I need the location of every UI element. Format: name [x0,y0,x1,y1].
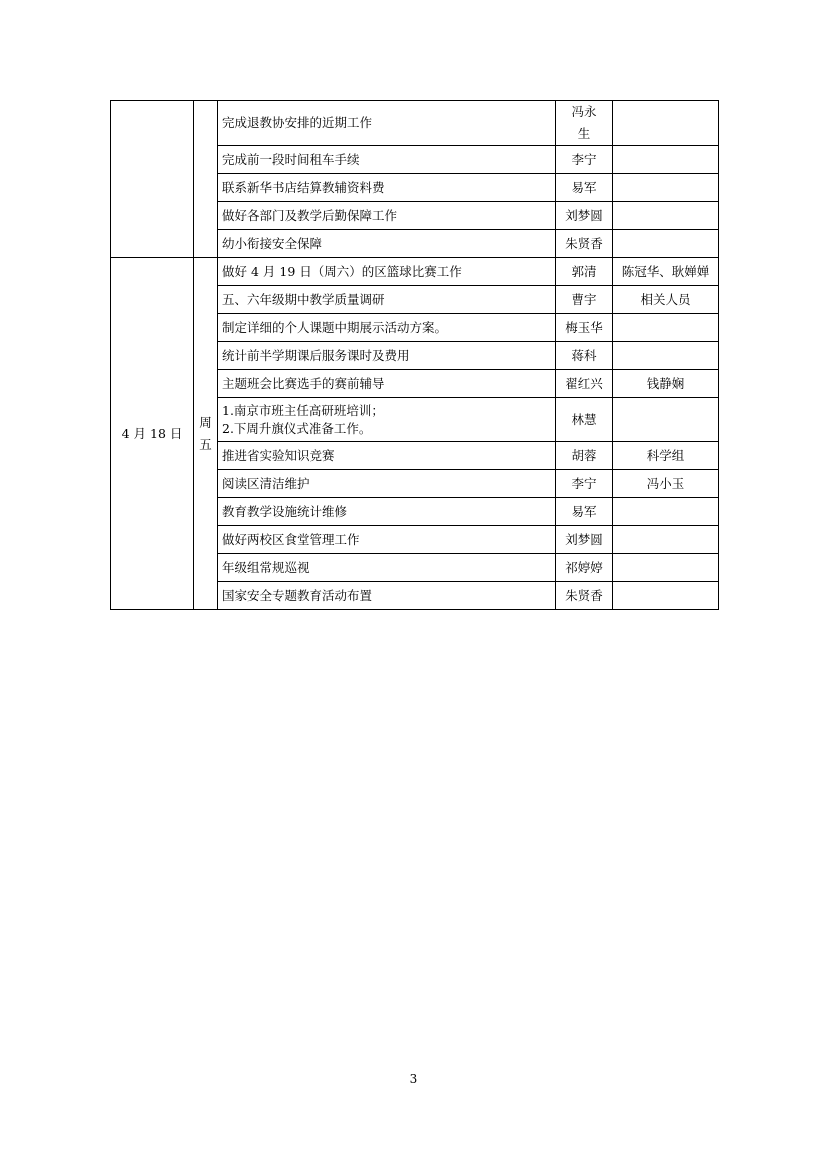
weekday-label: 周五 [199,414,212,452]
task-cell [218,398,556,442]
task-cell: 国家安全专题教育活动布置 [218,582,556,610]
table-row [111,101,719,146]
task-line: 2.下周升旗仪式准备工作。 [222,420,372,436]
assist-cell [613,101,719,146]
owner-cell: 梅玉华 [556,314,613,342]
task-cell: 制定详细的个人课题中期展示活动方案。 [218,314,556,342]
owner-cell: 祁婷婷 [556,554,613,582]
owner-cell: 胡蓉 [556,442,613,470]
assist-cell: 相关人员 [613,286,719,314]
assist-cell [613,498,719,526]
task-cell: 年级组常规巡视 [218,554,556,582]
task-cell: 推进省实验知识竞赛 [218,442,556,470]
weekday-cell [194,101,218,258]
owner-cell [556,101,613,146]
task-cell: 做好两校区食堂管理工作 [218,526,556,554]
weekday-cell [194,258,218,610]
task-cell: 做好 4 月 19 日（周六）的区篮球比赛工作 [218,258,556,286]
assist-cell [613,398,719,442]
owner-cell: 郭清 [556,258,613,286]
owner-cell: 林慧 [556,398,613,442]
assist-cell: 钱静娴 [613,370,719,398]
task-cell: 完成退教协安排的近期工作 [218,101,556,146]
owner-cell: 刘梦圆 [556,202,613,230]
assist-cell [613,342,719,370]
task-cell: 五、六年级期中教学质量调研 [218,286,556,314]
owner-cell: 刘梦圆 [556,526,613,554]
assist-cell [613,554,719,582]
owner-cell: 蒋科 [556,342,613,370]
owner-cell: 翟红兴 [556,370,613,398]
date-cell [111,101,194,258]
assist-cell: 陈冠华、耿婵婵 [613,258,719,286]
assist-cell [613,202,719,230]
task-cell: 主题班会比赛选手的赛前辅导 [218,370,556,398]
assist-cell [613,314,719,342]
page-number: 3 [409,1072,418,1086]
assist-cell [613,146,719,174]
owner-name: 冯永生 [571,104,597,141]
schedule-table [110,100,719,610]
owner-cell: 易军 [556,498,613,526]
owner-cell: 朱贤香 [556,582,613,610]
owner-cell: 易军 [556,174,613,202]
table-row [111,258,719,286]
owner-cell: 朱贤香 [556,230,613,258]
assist-cell: 冯小玉 [613,470,719,498]
task-cell: 联系新华书店结算教辅资料费 [218,174,556,202]
task-line: 1.南京市班主任高研班培训； [222,402,384,418]
task-cell: 完成前一段时间租车手续 [218,146,556,174]
task-cell: 统计前半学期课后服务课时及费用 [218,342,556,370]
assist-cell: 科学组 [613,442,719,470]
owner-cell: 李宁 [556,146,613,174]
assist-cell [613,174,719,202]
task-cell: 教育教学设施统计维修 [218,498,556,526]
assist-cell [613,230,719,258]
assist-cell [613,526,719,554]
owner-cell: 李宁 [556,470,613,498]
task-cell: 做好各部门及教学后勤保障工作 [218,202,556,230]
task-cell: 阅读区清洁维护 [218,470,556,498]
owner-cell: 曹宇 [556,286,613,314]
assist-cell [613,582,719,610]
task-cell: 幼小衔接安全保障 [218,230,556,258]
date-cell: 4 月 18 日 [111,258,194,610]
